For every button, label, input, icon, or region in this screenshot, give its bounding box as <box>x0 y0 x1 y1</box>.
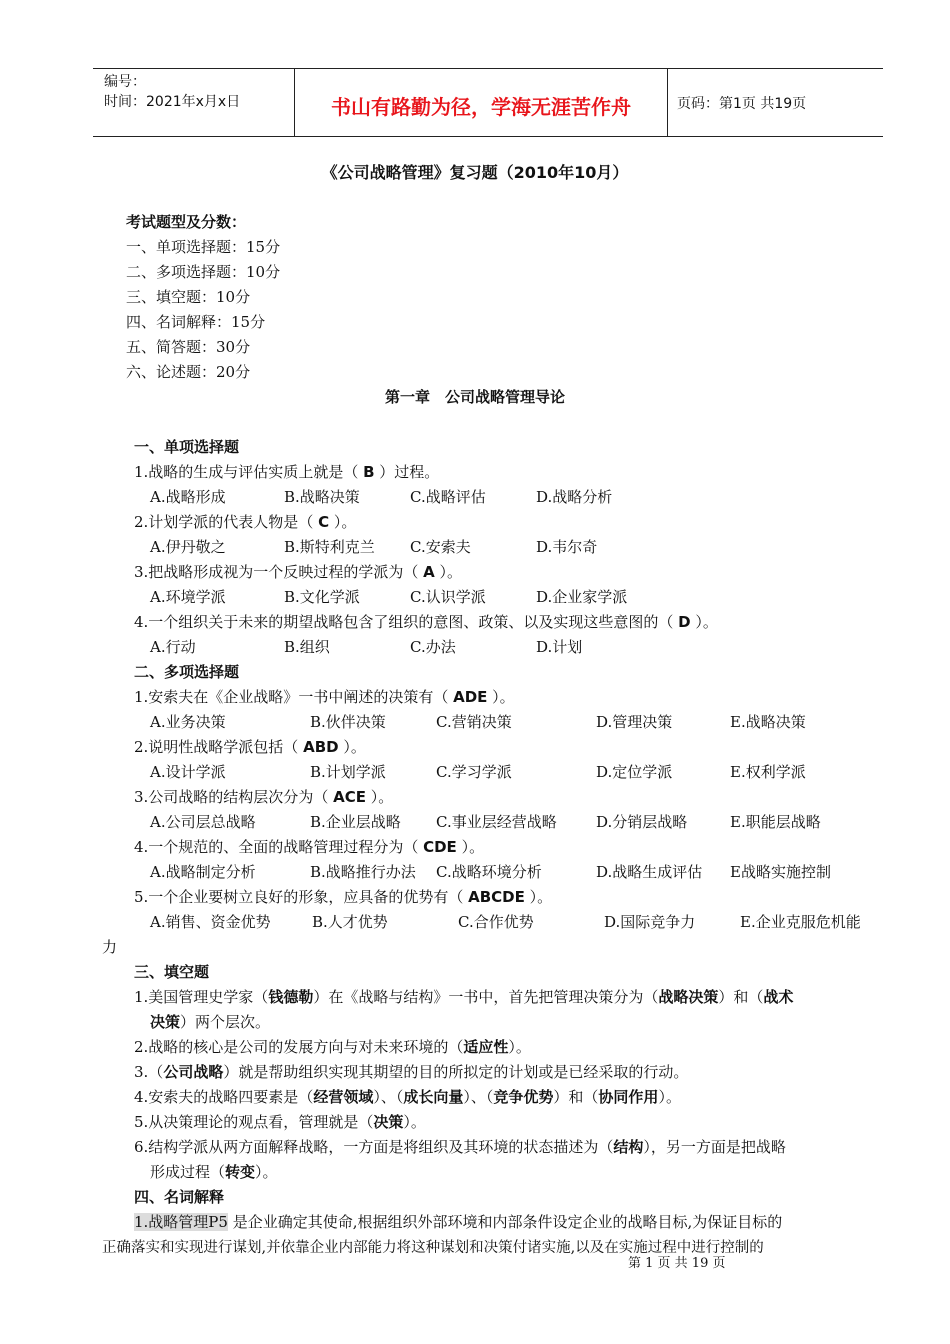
exam-item: 三、填空题：10分 <box>126 288 251 306</box>
option: E战略实施控制 <box>730 863 831 881</box>
option: D.国际竞争力 <box>604 913 696 931</box>
option: D.分销层战略 <box>596 813 688 831</box>
option: D.定位学派 <box>596 763 673 781</box>
answer: ABD <box>303 738 339 756</box>
option: A.设计学派 <box>150 763 226 781</box>
question: 4.一个规范的、全面的战略管理过程分为（ CDE ）。 <box>134 838 485 856</box>
option: B.战略推行办法 <box>310 863 416 881</box>
header-left-cell <box>93 69 293 136</box>
question: 2.计划学派的代表人物是（ C ）。 <box>134 513 357 531</box>
fill-question: 6.结构学派从两方面解释战略，一方面是将组织及其环境的状态描述为（结构），另一方面是把战略 <box>134 1138 786 1156</box>
chapter-title: 第一章 公司战略管理导论 <box>384 388 565 406</box>
option: C.战略评估 <box>410 488 486 506</box>
exam-item: 一、单项选择题：15分 <box>126 238 281 256</box>
option: E.职能层战略 <box>730 813 821 831</box>
fill-question: 4.安索夫的战略四要素是（经营领域）、（成长向量）、（竞争优势）和（协同作用）。 <box>134 1088 681 1106</box>
fill-question: 5.从决策理论的观点看，管理就是（决策）。 <box>134 1113 426 1131</box>
option: A.公司层总战略 <box>150 813 256 831</box>
option: B.伙伴决策 <box>310 713 386 731</box>
option: E.企业克服危机能 <box>740 913 861 931</box>
option: C.营销决策 <box>436 713 512 731</box>
option: E.权利学派 <box>730 763 806 781</box>
question: 5.一个企业要树立良好的形象，应具备的优势有（ ABCDE ）。 <box>134 888 553 906</box>
fill-question-cont: 形成过程（转变）。 <box>150 1163 278 1181</box>
fill-question: 3.（公司战略）就是帮助组织实现其期望的目的所拟定的计划或是已经采取的行动。 <box>134 1063 689 1081</box>
question: 1.战略的生成与评估实质上就是（ B ）过程。 <box>134 463 440 481</box>
option: C.办法 <box>410 638 456 656</box>
section-heading: 二、多项选择题 <box>134 663 240 681</box>
doc-code: 编号： <box>104 74 146 90</box>
option: A.环境学派 <box>150 588 226 606</box>
answer: D <box>678 613 691 631</box>
question: 3.把战略形成视为一个反映过程的学派为（ A ）。 <box>134 563 462 581</box>
option: D.韦尔奇 <box>536 538 598 556</box>
term-definition-cont: 正确落实和实现进行谋划,并依靠企业内部能力将这种谋划和决策付诸实施,以及在实施过程中进行控制的 <box>102 1240 764 1256</box>
section-heading: 四、名词解释 <box>134 1188 225 1206</box>
option: D.战略生成评估 <box>596 863 703 881</box>
page-footer: 第 1 页 共 19 页 <box>628 1256 726 1271</box>
term-definition: 1.战略管理P5 是企业确定其使命,根据组织外部环境和内部条件设定企业的战略目标,为保证目标的 <box>134 1213 783 1231</box>
option: D.计划 <box>536 638 583 656</box>
option: B.企业层战略 <box>310 813 401 831</box>
option: C.事业层经营战略 <box>436 813 557 831</box>
option: B.计划学派 <box>310 763 386 781</box>
option: A.伊丹敬之 <box>150 538 226 556</box>
exam-item: 二、多项选择题：10分 <box>126 263 281 281</box>
option: B.文化学派 <box>284 588 360 606</box>
page-header <box>93 68 883 137</box>
option: C.认识学派 <box>410 588 486 606</box>
answer: ACE <box>333 788 366 806</box>
answer: CDE <box>423 838 457 856</box>
fill-question-cont: 决策）两个层次。 <box>150 1013 271 1031</box>
header-right-cell <box>667 69 883 136</box>
fill-question: 1.美国管理史学家（钱德勒）在《战略与结构》一书中，首先把管理决策分为（战略决策）和（战术 <box>134 988 794 1006</box>
option: B.人才优势 <box>312 913 388 931</box>
option: C.战略环境分析 <box>436 863 542 881</box>
answer: A <box>423 563 435 581</box>
option: B.组织 <box>284 638 330 656</box>
option: C.安索夫 <box>410 538 471 556</box>
exam-item: 四、名词解释：15分 <box>126 313 266 331</box>
exam-heading: 考试题型及分数： <box>126 213 247 231</box>
option: A.行动 <box>150 638 196 656</box>
question: 3.公司战略的结构层次分为（ ACE ）。 <box>134 788 394 806</box>
exam-item: 六、论述题：20分 <box>126 363 251 381</box>
motto: 书山有路勤为径，学海无涯苦作舟 <box>331 95 631 119</box>
doc-time: 时间：2021年x月x日 <box>104 94 241 110</box>
answer: C <box>318 513 330 531</box>
option: D.战略分析 <box>536 488 613 506</box>
answer: ADE <box>453 688 488 706</box>
question: 2.说明性战略学派包括（ ABD ）。 <box>134 738 366 756</box>
header-center-cell <box>294 69 668 136</box>
option: A.战略形成 <box>150 488 226 506</box>
question: 4.一个组织关于未来的期望战略包含了组织的意图、政策、以及实现这些意图的（ D ）。 <box>134 613 718 631</box>
exam-item: 五、简答题：30分 <box>126 338 251 356</box>
page-number: 页码：第1页 共19页 <box>677 96 807 112</box>
answer: ABCDE <box>468 888 525 906</box>
answer: B <box>363 463 375 481</box>
section-heading: 三、填空题 <box>134 963 210 981</box>
section-heading: 一、单项选择题 <box>134 438 240 456</box>
option-wrap: 力 <box>102 938 118 956</box>
question: 1.安索夫在《企业战略》一书中阐述的决策有（ ADE ）。 <box>134 688 515 706</box>
option: B.战略决策 <box>284 488 360 506</box>
fill-question: 2.战略的核心是公司的发展方向与对未来环境的（适应性）。 <box>134 1038 531 1056</box>
option: A.战略制定分析 <box>150 863 256 881</box>
option: D.管理决策 <box>596 713 673 731</box>
option: D.企业家学派 <box>536 588 628 606</box>
option: E.战略决策 <box>730 713 806 731</box>
option: A.销售、资金优势 <box>150 913 271 931</box>
option: C.学习学派 <box>436 763 512 781</box>
option: A.业务决策 <box>150 713 226 731</box>
option: B.斯特利克兰 <box>284 538 375 556</box>
term-label: 1.战略管理P5 <box>134 1213 228 1231</box>
document-title: 《公司战略管理》复习题（2010年10月） <box>321 163 629 182</box>
option: C.合作优势 <box>458 913 534 931</box>
